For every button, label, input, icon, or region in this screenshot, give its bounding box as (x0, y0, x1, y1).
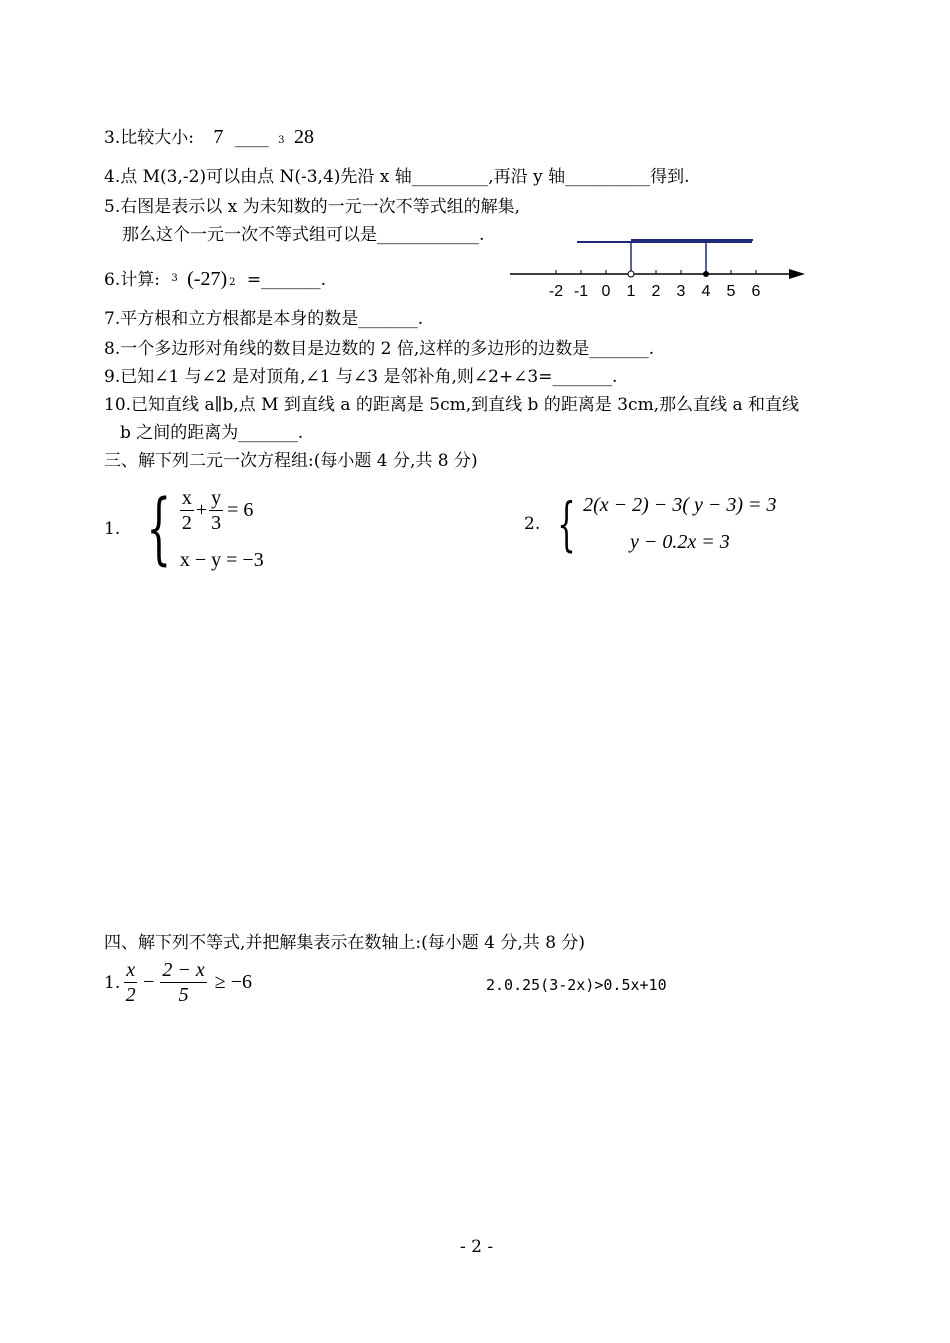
inequality-2: 2.0.25(3-2x)>0.5x+10 (486, 976, 667, 994)
system-1-eq-2: x − y = −3 (179, 549, 264, 571)
open-point-marker (628, 271, 634, 277)
number-line-figure (505, 230, 815, 305)
tick-label: -2 (548, 283, 564, 300)
tick-label: 3 (676, 283, 686, 300)
number-line-arrow (789, 269, 805, 279)
system-1 (104, 484, 264, 574)
tick-label: 1 (626, 283, 636, 300)
system-2-brace: { (557, 490, 576, 558)
system-2-number: 2. (524, 514, 541, 534)
question-7: 7.平方根和立方根都是本身的数是_______. (104, 309, 424, 329)
question-6 (104, 268, 326, 294)
section-3-heading: 三、解下列二元一次方程组:(每小题 4 分,共 8 分) (104, 451, 478, 471)
question-10-line-2: b 之间的距离为_______. (120, 423, 304, 443)
system-1-brace: { (146, 484, 172, 574)
system-2 (524, 492, 777, 556)
tick-label: 0 (601, 283, 611, 300)
q3-root-index: 3 (278, 135, 285, 146)
question-10-line-1: 10.已知直线 a∥b,点 M 到直线 a 的距离是 5cm,到直线 b 的距离是 3cm,那么直线 a 和直线 (104, 395, 800, 415)
q3-blank: ____ (234, 128, 269, 148)
tick-label: -1 (573, 283, 589, 300)
q3-label: 3.比较大小: (104, 128, 194, 148)
question-5-line-2: 那么这个一元一次不等式组可以是____________. (122, 225, 485, 245)
question-9: 9.已知∠1 与∠2 是对顶角,∠1 与∠3 是邻补角,则∠2+∠3=_______. (104, 367, 618, 387)
question-3 (104, 126, 314, 152)
system-2-eq-1: 2(x − 2) − 3( y − 3) = 3 (583, 494, 777, 516)
q6-tail: =_______. (246, 270, 327, 290)
q6-label: 6.计算: (104, 270, 160, 290)
tick-label: 2 (651, 283, 661, 300)
page-number: - 2 - (460, 1237, 494, 1257)
tick-label: 4 (701, 283, 711, 300)
question-5-line-1: 5.右图是表示以 x 为未知数的一元一次不等式组的解集, (104, 197, 521, 217)
tick-label: 5 (726, 283, 736, 300)
tick-label: 6 (751, 283, 761, 300)
system-1-eq-1: $\frac{x}{2}$ + $\frac{y}{3}$ = 6 (181, 487, 254, 534)
inequality-1: 1. $\frac{x}{2}$ − $\frac{2 - x}{5}$ ≥ −6 (104, 959, 253, 1006)
q6-root-index: 3 (171, 273, 178, 284)
system-2-eq-2: y − 0.2x = 3 (629, 531, 730, 553)
question-8: 8.一个多边形对角线的数目是边数的 2 倍,这样的多边形的边数是_______. (104, 339, 655, 359)
inequality-1-number: 1. (104, 972, 121, 993)
system-1-number: 1. (104, 519, 121, 539)
section-4-heading: 四、解下列不等式,并把解集表示在数轴上:(每小题 4 分,共 8 分) (104, 933, 586, 953)
q6-expression: (-27) (187, 268, 228, 290)
q3-right-value: 28 (293, 126, 314, 148)
q6-exponent: 2 (229, 277, 236, 288)
closed-point-marker (703, 271, 709, 277)
q3-left-value: 7 (213, 126, 224, 148)
question-4: 4.点 M(3,-2)可以由点 N(-3,4)先沿 x 轴_________,再沿 y 轴__________得到. (104, 167, 690, 187)
